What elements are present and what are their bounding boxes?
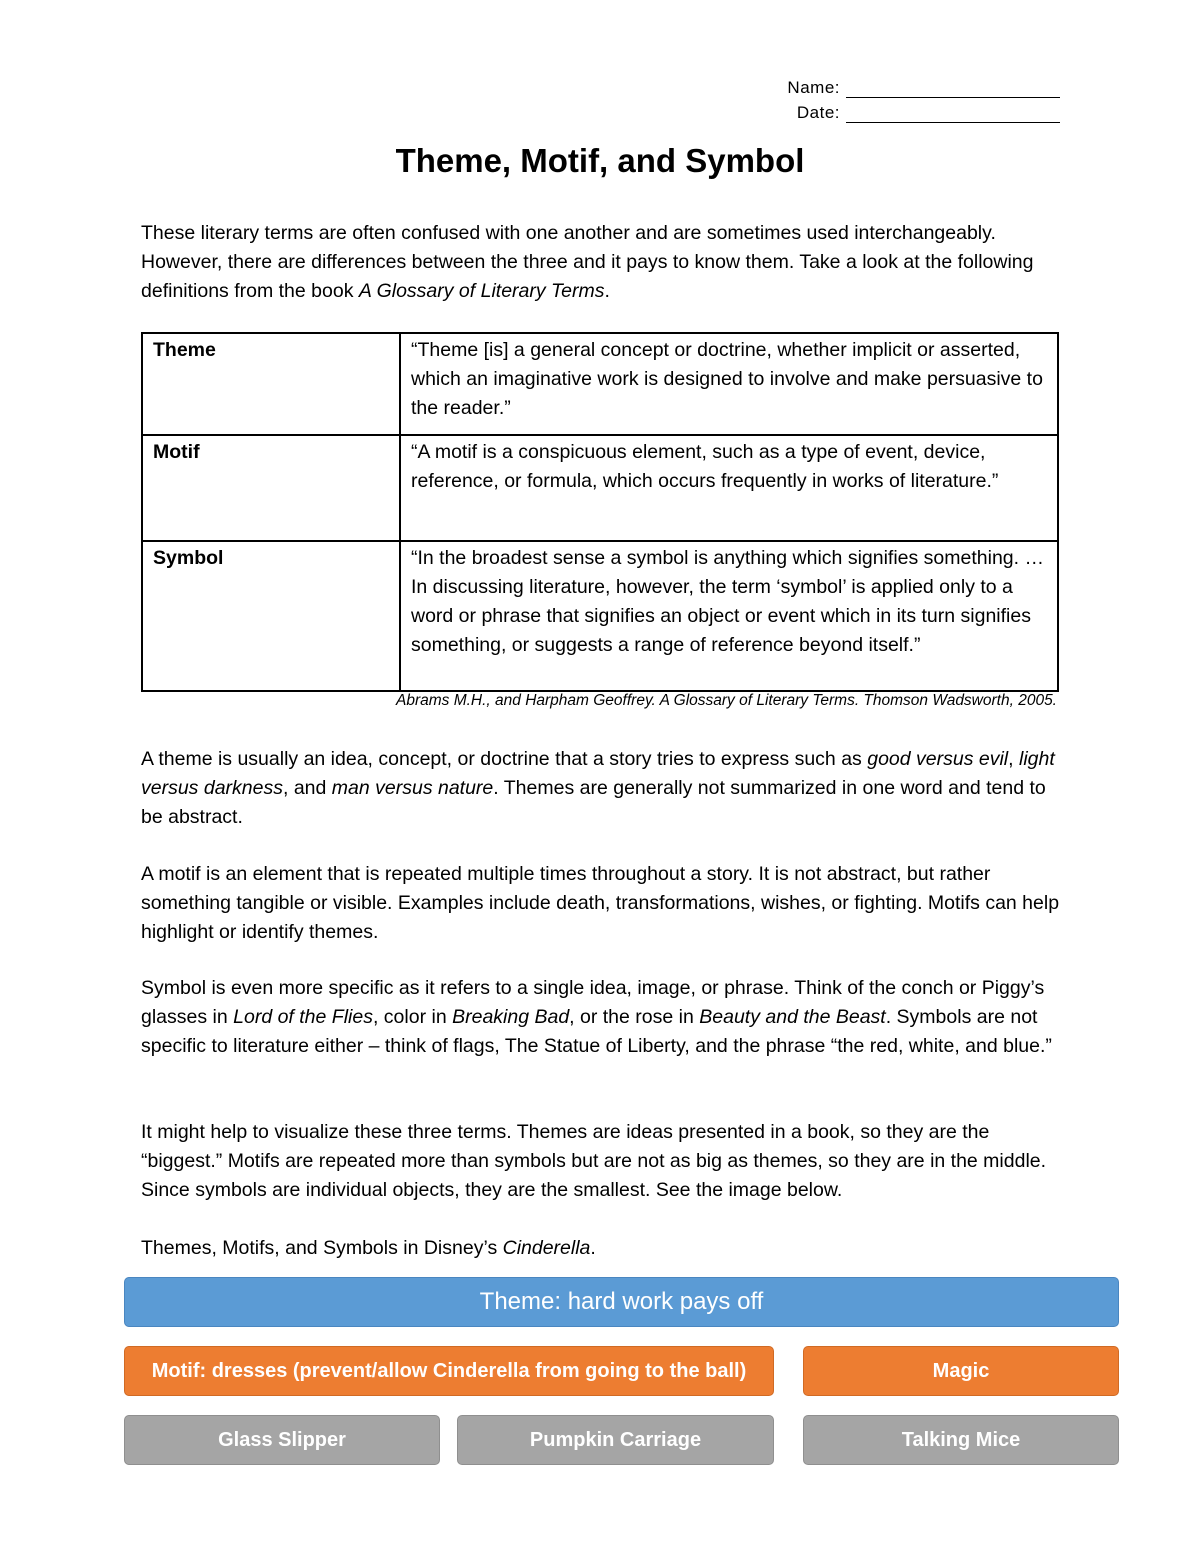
book-title: A Glossary of Literary Terms [358, 280, 605, 302]
visualize-paragraph: It might help to visualize these three terms. Themes are ideas presented in a book, so they are the “biggest.” Motifs are repeated more than symbols but are not as big as themes, so they are in the middle. Since symbols are individual objects, they are the smallest. See the image below. [141, 1121, 1047, 1201]
definition-cell: “A motif is a conspicuous element, such as a type of event, device, reference, or formula, which occurs frequently in works of literature.” [400, 435, 1058, 541]
caption-end: . [590, 1237, 596, 1259]
symbol-box-pumpkin-carriage: Pumpkin Carriage [457, 1415, 774, 1465]
table-row [142, 435, 1058, 541]
definitions-table [141, 332, 1059, 692]
italic-span: Breaking Bad [452, 1006, 570, 1028]
citation: Abrams M.H., and Harpham Geoffrey. A Glossary of Literary Terms. Thomson Wadsworth, 2005. [395, 692, 1057, 709]
film-title: Cinderella [502, 1237, 591, 1259]
italic-span: Beauty and the Beast [699, 1006, 886, 1028]
symbol-box-talking-mice: Talking Mice [803, 1415, 1119, 1465]
date-field[interactable] [700, 99, 1060, 123]
motif-box-magic: Magic [803, 1346, 1119, 1396]
text-span: , and [282, 777, 332, 799]
date-label: Date: [796, 103, 840, 122]
definition-cell: “In the broadest sense a symbol is anything which signifies something. … In discussing literature, however, the term ‘symbol’ is applied only to a word or phrase that signifies an object or event which in its turn signifies something, or suggests a range of reference beyond itself.” [400, 541, 1058, 691]
motif-box-dresses: Motif: dresses (prevent/allow Cinderella from going to the ball) [124, 1346, 774, 1396]
text-span: , color in [372, 1006, 453, 1028]
symbol-paragraph [141, 974, 1066, 1061]
definition-cell: “Theme [is] a general concept or doctrine, whether implicit or asserted, which an imaginative work is designed to involve and make persuasive to the reader.” [400, 333, 1058, 435]
text-span: A theme is usually an idea, concept, or doctrine that a story tries to express such as [141, 748, 868, 770]
theme-box: Theme: hard work pays off [124, 1277, 1119, 1327]
table-row [142, 333, 1058, 435]
date-blank-line[interactable] [846, 104, 1060, 123]
term-cell: Theme [142, 333, 400, 435]
diagram-caption [141, 1234, 1066, 1263]
term-cell: Motif [142, 435, 400, 541]
caption-text: Themes, Motifs, and Symbols in Disney’s [141, 1237, 503, 1259]
theme-paragraph [141, 745, 1066, 832]
text-span: . Themes are generally not summarized in one word and tend to be abstract. [141, 777, 1046, 828]
text-span: , [1008, 748, 1019, 770]
italic-span: Lord of the Flies [233, 1006, 373, 1028]
intro-end: . [604, 280, 610, 302]
table-row [142, 541, 1058, 691]
intro-text: These literary terms are often confused with one another and are sometimes used interchangeably. However, there are differences between the three and it pays to know them. Take a look at the following definitions from the book [141, 222, 1034, 302]
term-cell: Symbol [142, 541, 400, 691]
name-field[interactable] [700, 74, 1060, 98]
name-label: Name: [787, 78, 840, 97]
page-title: Theme, Motif, and Symbol [395, 142, 805, 179]
text-span: . Symbols are not specific to literature either – think of flags, The Statue of Liberty, and the phrase “the red, white, and blue.” [141, 1006, 1052, 1057]
intro-paragraph [141, 219, 1066, 306]
name-blank-line[interactable] [846, 79, 1060, 98]
text-span: Symbol is even more specific as it refers to a single idea, image, or phrase. Think of the conch or Piggy’s glasses in [141, 977, 1045, 1028]
italic-span: light versus darkness [141, 748, 1055, 799]
italic-span: good versus evil [867, 748, 1009, 770]
motif-paragraph: A motif is an element that is repeated multiple times throughout a story. It is not abstract, but rather something tangible or visible. Examples include death, transformations, wishes, or fighting. Motifs can help highlight or identify themes. [141, 863, 1060, 943]
text-span: , or the rose in [569, 1006, 700, 1028]
symbol-box-glass-slipper: Glass Slipper [124, 1415, 440, 1465]
italic-span: man versus nature [331, 777, 494, 799]
